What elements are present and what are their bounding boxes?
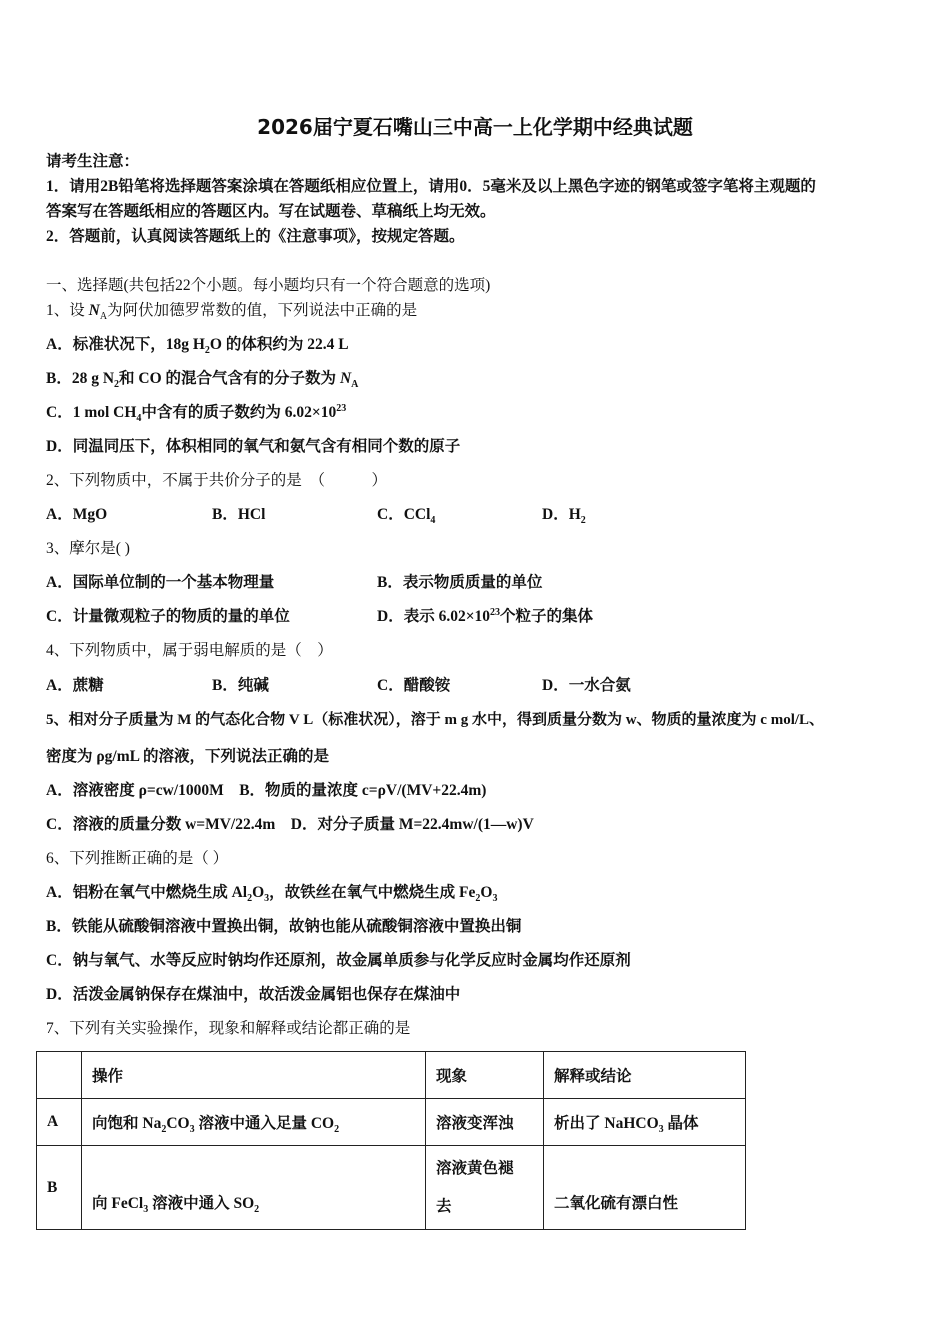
question-4-option-b: B．纯碱 xyxy=(212,677,269,694)
row-b-conclusion: 二氧化硫有漂白性 xyxy=(544,1146,746,1230)
row-b-phenomenon: 溶液黄色褪 去 xyxy=(426,1146,544,1230)
experiment-table xyxy=(36,1051,746,1230)
question-2-option-c: C．CCl$_4$ xyxy=(377,506,436,527)
question-1-option-d: D．同温同压下，体积相同的氧气和氨气含有相同个数的原子 xyxy=(46,438,461,455)
question-6-option-d: D．活泼金属钠保存在煤油中，故活泼金属铝也保存在煤油中 xyxy=(46,986,461,1003)
table-header-conclusion: 解释或结论 xyxy=(544,1052,746,1099)
question-6-stem: 6、下列推断正确的是（ ） xyxy=(46,850,229,867)
notice-heading: 请考生注意： xyxy=(46,153,140,170)
question-6-option-c: C．钠与氧气、水等反应时钠均作还原剂，故金属单质参与化学反应时金属均作还原剂 xyxy=(46,952,631,969)
question-2-stem: 2、下列物质中，不属于共价分子的是 （ ） xyxy=(46,472,388,489)
question-1-stem: 1、设 $N_A$为阿伏加德罗常数的值，下列说法中正确的是 xyxy=(46,302,418,323)
question-4-stem: 4、下列物质中，属于弱电解质的是（ ） xyxy=(46,642,333,659)
page-title: 2026届宁夏石嘴山三中高一上化学期中经典试题 xyxy=(257,115,693,139)
table-row xyxy=(37,1146,746,1230)
question-2-option-a: A．MgO xyxy=(46,506,108,523)
question-3-option-b: B．表示物质质量的单位 xyxy=(377,574,543,591)
question-3-stem: 3、摩尔是( ) xyxy=(46,540,130,557)
table-header-row xyxy=(37,1052,746,1099)
notice-line-1a: 1．请用2B铅笔将选择题答案涂填在答题纸相应位置上，请用0．5毫米及以上黑色字迹的钢笔或签字笔将主观题的 xyxy=(46,178,816,195)
section-heading: 一、选择题(共包括22个小题。每小题均只有一个符合题意的选项) xyxy=(46,277,491,294)
question-3-option-a: A．国际单位制的一个基本物理量 xyxy=(46,574,275,591)
question-5-stem-2: 密度为 ρg/mL 的溶液，下列说法正确的是 xyxy=(46,748,329,765)
question-5-stem-1: 5、相对分子质量为 M 的气态化合物 V L（标准状况），溶于 m g 水中，得到质量分数为 w、物质的量浓度为 c mol/L、 xyxy=(46,712,825,728)
question-1-option-c: C．1 mol $CH_4$中含有的质子数约为 $6.02\times 10^{23}$ xyxy=(46,402,347,425)
table-header-phenomenon: 现象 xyxy=(426,1052,544,1099)
question-2-option-b: B．HCl xyxy=(212,506,266,523)
question-4-option-c: C．醋酸铵 xyxy=(377,677,451,694)
table-row xyxy=(37,1099,746,1146)
question-4-option-d: D．一水合氨 xyxy=(542,677,631,694)
question-5-options-cd: C．溶液的质量分数 w=MV/22.4m D．对分子质量 M=22.4mw/(1—w)V xyxy=(46,816,534,833)
notice-line-1b: 答案写在答题纸相应的答题区内。写在试题卷、草稿纸上均无效。 xyxy=(46,203,496,220)
question-6-option-b: B．铁能从硫酸铜溶液中置换出铜，故钠也能从硫酸铜溶液中置换出铜 xyxy=(46,918,522,935)
question-2-option-d: D．$H_2$ xyxy=(542,506,586,527)
row-b-operation: 向 FeCl$_3$ 溶液中通入 $SO_2$ xyxy=(82,1146,426,1230)
row-a-label: A xyxy=(37,1099,82,1146)
question-1-option-a: A．标准状况下，18g $H_2O$ 的体积约为 22.4 L xyxy=(46,336,349,357)
table-header-empty xyxy=(37,1052,82,1099)
notice-line-2: 2．答题前，认真阅读答题纸上的《注意事项》，按规定答题。 xyxy=(46,228,465,245)
row-a-operation: 向饱和 $Na_2CO_3$ 溶液中通入足量 $CO_2$ xyxy=(82,1099,426,1146)
question-6-option-a: A．铝粉在氧气中燃烧生成 $Al_2O_3$，故铁丝在氧气中燃烧生成 $Fe_2O_3$ xyxy=(46,884,498,905)
table-header-operation: 操作 xyxy=(82,1052,426,1099)
row-a-conclusion: 析出了 NaHCO$_3$ 晶体 xyxy=(544,1099,746,1146)
question-3-option-c: C．计量微观粒子的物质的量的单位 xyxy=(46,608,290,625)
question-5-options-ab: A．溶液密度 ρ=cw/1000M B．物质的量浓度 c=ρV/(MV+22.4m) xyxy=(46,782,487,799)
question-1-option-b: B．28 g $N_2$和 CO 的混合气含有的分子数为 $N_A$ xyxy=(46,370,359,391)
question-7-stem: 7、下列有关实验操作，现象和解释或结论都正确的是 xyxy=(46,1020,411,1037)
row-b-label: B xyxy=(37,1146,82,1230)
question-4-option-a: A．蔗糖 xyxy=(46,677,104,694)
question-3-option-d: D．表示 $6.02\times 10^{23}$个粒子的集体 xyxy=(377,606,594,625)
row-a-phenomenon: 溶液变浑浊 xyxy=(426,1099,544,1146)
